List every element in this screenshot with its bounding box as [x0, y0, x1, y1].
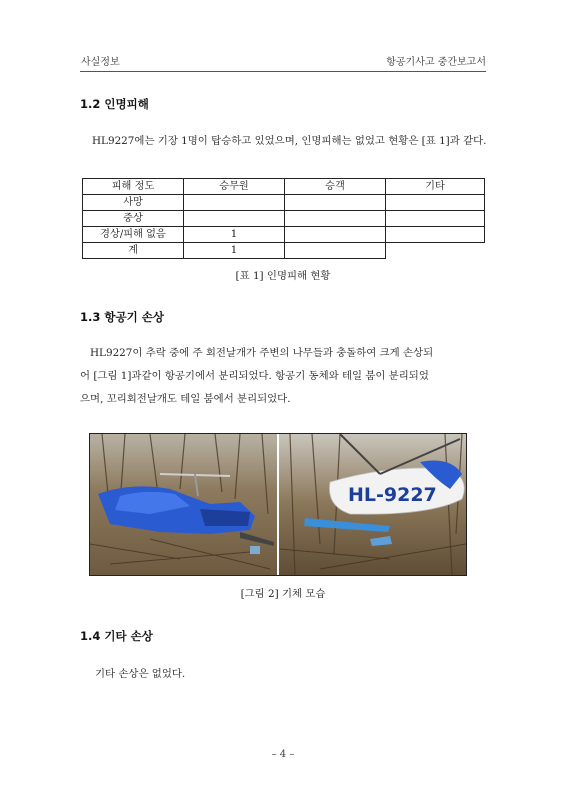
table-cell — [184, 195, 285, 211]
table-cell: 경상/피해 없음 — [83, 227, 184, 243]
table-row — [83, 243, 485, 259]
table-caption: [표 1] 인명피해 현황 — [235, 270, 331, 282]
table-row — [83, 227, 485, 243]
table-cell: 계 — [83, 243, 184, 259]
header-divider — [80, 71, 486, 72]
figure-caption: [그림 2] 기체 모습 — [240, 588, 326, 600]
registration-marking: HL-9227 — [348, 484, 437, 506]
table-cell — [184, 211, 285, 227]
photo-right — [279, 434, 466, 575]
table-cell — [386, 227, 485, 243]
table-cell: 1 — [184, 243, 285, 259]
table-header-cell: 피해 정도 — [83, 179, 184, 195]
table-cell — [285, 227, 386, 243]
section-1-2-paragraph: HL9227에는 기장 1명이 탑승하고 있었으며, 인명피해는 없었고 현황은 [표 1]과 같다. — [92, 135, 487, 147]
photo-left — [90, 434, 277, 575]
header-report-title: 항공기사고 중간보고서 — [386, 57, 486, 68]
section-1-4-paragraph: 기타 손상은 없었다. — [95, 668, 186, 680]
table-empty-cell — [386, 243, 485, 259]
wreckage-photos — [90, 434, 466, 575]
section-1-3-line-1 — [80, 343, 488, 364]
table-cell — [285, 243, 386, 259]
table-cell — [386, 195, 485, 211]
casualty-table — [82, 178, 485, 259]
table-cell — [386, 211, 485, 227]
table-header-row — [83, 179, 485, 195]
table-cell — [285, 211, 386, 227]
section-1-3-text: HL9227이 추락 중에 주 회전날개가 주변의 나무들과 충돌하여 크게 손상되 — [90, 347, 434, 359]
table-header-cell: 승무원 — [184, 179, 285, 195]
table-cell: 사망 — [83, 195, 184, 211]
section-1-3-line-2: 어 [그림 1]과같이 항공기에서 분리되었다. 항공기 동체와 테일 붐이 분리되었 — [80, 370, 429, 382]
table-header-cell: 기타 — [386, 179, 485, 195]
section-1-3-heading: 1.3 항공기 손상 — [80, 310, 164, 324]
table-cell: 중상 — [83, 211, 184, 227]
header-section-label: 사실정보 — [81, 57, 120, 68]
table-cell: 1 — [184, 227, 285, 243]
table-cell — [285, 195, 386, 211]
wreckage-photo-frame — [89, 433, 467, 576]
page-number: – 4 – — [271, 749, 295, 760]
section-1-3-line-3: 으며, 꼬리회전날개도 테일 붐에서 분리되었다. — [80, 393, 291, 405]
section-1-2-heading: 1.2 인명피해 — [80, 97, 149, 111]
section-1-4-heading: 1.4 기타 손상 — [80, 629, 153, 643]
table-header-cell: 승객 — [285, 179, 386, 195]
table-row — [83, 195, 485, 211]
table-row — [83, 211, 485, 227]
